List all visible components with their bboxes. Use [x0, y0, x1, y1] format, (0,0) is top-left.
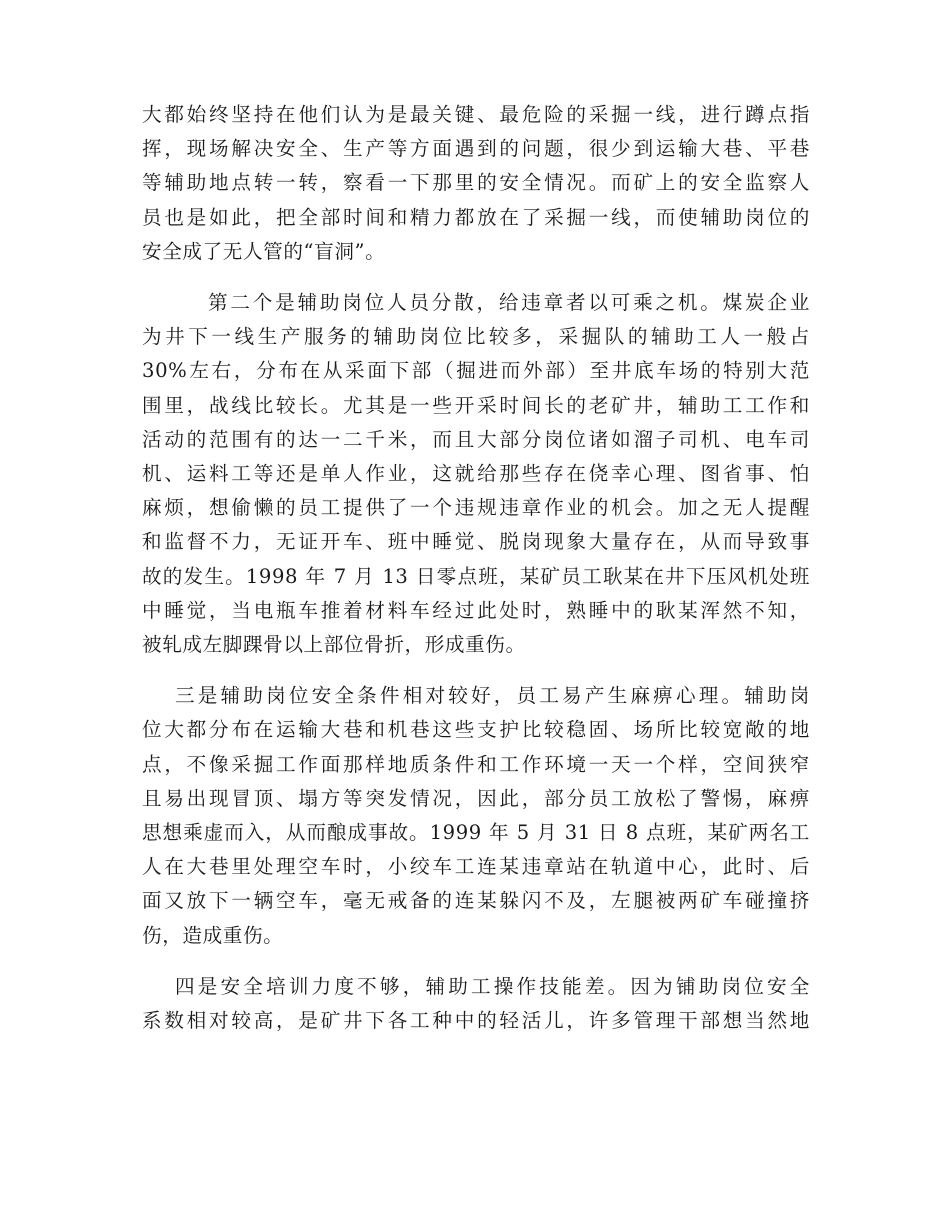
text-line: 故的发生。1998 年 7 月 13 日零点班，某矿员工耿某在井下压风机处班	[142, 564, 810, 588]
text-line: 面又放下一辆空车，毫无戒备的连某躲闪不及，左腿被两矿车碰撞挤	[142, 889, 810, 913]
text-line: 30%左右，分布在从采面下部（掘进而外部）至井底车场的特别大范	[142, 359, 810, 383]
text-line: 活动的范围有的达一二千米，而且大部分岗位诸如溜子司机、电车司	[142, 427, 810, 451]
text-line: 第二个是辅助岗位人员分散，给违章者以可乘之机。煤炭企业	[208, 291, 810, 315]
text-line: 麻烦，想偷懒的员工提供了一个违规违章作业的机会。加之无人提醒	[142, 496, 810, 520]
text-line: 三是辅助岗位安全条件相对较好，员工易产生麻痹心理。辅助岗	[175, 684, 810, 708]
text-line: 等辅助地点转一转，察看一下那里的安全情况。而矿上的安全监察人	[142, 171, 810, 195]
text-line: 大都始终坚持在他们认为是最关键、最危险的采掘一线，进行蹲点指	[142, 103, 810, 126]
text-line: 挥，现场解决安全、生产等方面遇到的问题，很少到运输大巷、平巷	[142, 137, 810, 161]
text-line: 和监督不力，无证开车、班中睡觉、脱岗现象大量存在，从而导致事	[142, 530, 810, 554]
text-line: 伤，造成重伤。	[142, 923, 284, 947]
text-line: 中睡觉，当电瓶车推着材料车经过此处时，熟睡中的耿某浑然不知，	[142, 598, 810, 622]
text-line: 安全成了无人管的“盲洞”。	[142, 239, 386, 263]
text-line: 机、运料工等还是单人作业，这就给那些存在侥幸心理、图省事、怕	[142, 462, 810, 486]
text-line: 位大都分布在运输大巷和机巷这些支护比较稳固、场所比较宽敞的地	[142, 718, 810, 742]
text-line: 被轧成左脚踝骨以上部位骨折，形成重伤。	[142, 633, 526, 657]
text-line: 系数相对较高，是矿井下各工种中的轻活儿，许多管理干部想当然地	[142, 1009, 810, 1033]
paragraph-4	[142, 970, 810, 1038]
text-line: 四是安全培训力度不够，辅助工操作技能差。因为铺助岗位安全	[175, 974, 810, 998]
paragraph-1	[142, 98, 810, 269]
text-line: 围里，战线比较长。尤其是一些开采时间长的老矿井，辅助工工作和	[142, 393, 810, 417]
text-line: 思想乘虚而入，从而酿成事故。1999 年 5 月 31 日 8 点班，某矿两名工	[142, 821, 810, 845]
document-page	[142, 98, 810, 1038]
text-line: 点，不像采掘工作面那样地质条件和工作环境一天一个样，空间狭窄	[142, 752, 810, 776]
paragraph-3	[142, 679, 810, 953]
text-line: 人在大巷里处理空车时，小绞车工连某违章站在轨道中心，此时、后	[142, 855, 810, 879]
text-line: 且易出现冒顶、塌方等突发情况，因此，部分员工放松了警惕，麻痹	[142, 786, 810, 810]
text-line: 员也是如此，把全部时间和精力都放在了采掘一线，而使辅助岗位的	[142, 205, 810, 229]
paragraph-2	[142, 286, 810, 662]
text-line: 为井下一线生产服务的辅助岗位比较多，采掘队的辅助工人一般占	[142, 325, 810, 349]
